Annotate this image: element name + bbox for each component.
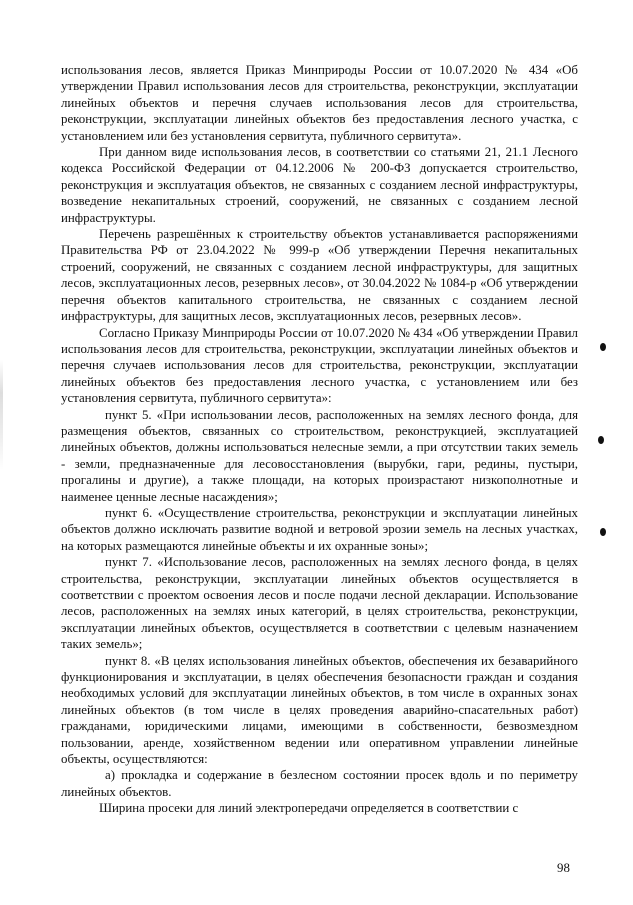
paragraph-9: а) прокладка и содержание в безлесном состоянии просек вдоль и по периметру линейных объектов. [61, 768, 578, 799]
punch-hole-mark [600, 528, 606, 536]
paragraph-8: пункт 8. «В целях использования линейных объектов, обеспечения их безаварийного функционирования и эксплуатации, в целях обеспечения безопасности граждан и создания необходимых условий для эксплуатации линейных объектов, в том числе в охранных зонах линейных объектов (в том числе в целях проведения аварийно-спасательных работ) гражданами, юридическими лицами, имеющими в собственности, безвозмездном пользовании, аренде, хозяйственном ведении или оперативном управлении линейные объекты, осуществляются: [61, 653, 578, 767]
paragraph-4: Согласно Приказу Минприроды России от 10.07.2020 № 434 «Об утверждении Правил использования лесов для строительства, реконструкции, эксплуатации линейных объектов и перечня случаев использования лесов для строительства, реконструкции, эксплуатации линейных объектов без предоставления лесного участка, с установлением или без установления сервитута, публичного сервитута»: [61, 325, 578, 406]
paragraph-5: пункт 5. «При использовании лесов, расположенных на землях лесного фонда, для размещения объектов, связанных со строительством, реконструкцией, эксплуатацией линейных объектов, должны использоваться нелесные земли, а при отсутствии таких земель - земли, предназначенные для лесовосстановления (вырубки, гари, редины, пустыри, прогалины и другие), а также площади, на которых произрастают низкополнотные и наименее ценные лесные насаждения»; [61, 407, 578, 504]
paragraph-1: использования лесов, является Приказ Минприроды России от 10.07.2020 № 434 «Об утверждении Правил использования лесов для строительства, реконструкции, эксплуатации линейных объектов и перечня случаев использования лесов для строительства, реконструкции, эксплуатации линейных объектов без предоставления лесного участка, с установлением или без установления сервитута, публичного сервитута». [61, 63, 578, 143]
page-number: 98 [557, 861, 570, 875]
scan-edge-shadow [0, 360, 3, 470]
document-page [61, 62, 578, 817]
punch-hole-mark [598, 436, 604, 444]
paragraph-6: пункт 6. «Осуществление строительства, реконструкции и эксплуатации линейных объектов должно исключать развитие водной и ветровой эрозии земель на лесных участках, на которых размещаются линейные объекты и их охранные зоны»; [61, 505, 578, 553]
paragraph-3: Перечень разрешённых к строительству объектов устанавливается распоряжениями Правительства РФ от 23.04.2022 № 999-р «Об утверждении Перечня некапитальных строений, сооружений, не связанных с созданием лесной инфраструктуры, для защитных лесов, эксплуатационных лесов, резервных лесов», от 30.04.2022 № 1084-р «Об утверждении перечня объектов капитального строительства, не связанных с созданием лесной инфраструктуры, для защитных лесов, эксплуатационных лесов, резервных лесов». [61, 227, 578, 324]
paragraph-7: пункт 7. «Использование лесов, расположенных на землях лесного фонда, в целях строительства, реконструкции, эксплуатации линейных объектов осуществляется в соответствии с проектом освоения лесов и после подачи лесной декларации. Использование лесов, расположенных на землях иных категорий, в целях строительства, реконструкции, эксплуатации линейных объектов, осуществляется в соответствии с целевым назначением таких земель»; [61, 555, 578, 652]
paragraph-10: Ширина просеки для линий электропередачи определяется в соответствии с [99, 801, 519, 816]
punch-hole-mark [600, 343, 606, 351]
paragraph-2: При данном виде использования лесов, в соответствии со статьями 21, 21.1 Лесного кодекса Российской Федерации от 04.12.2006 № 200-ФЗ допускается строительство, реконструкция и эксплуатация объектов, не связанных с созданием лесной инфраструктуры, возведение некапитальных строений, сооружений, не связанных с созданием лесной инфраструктуры. [61, 145, 578, 225]
